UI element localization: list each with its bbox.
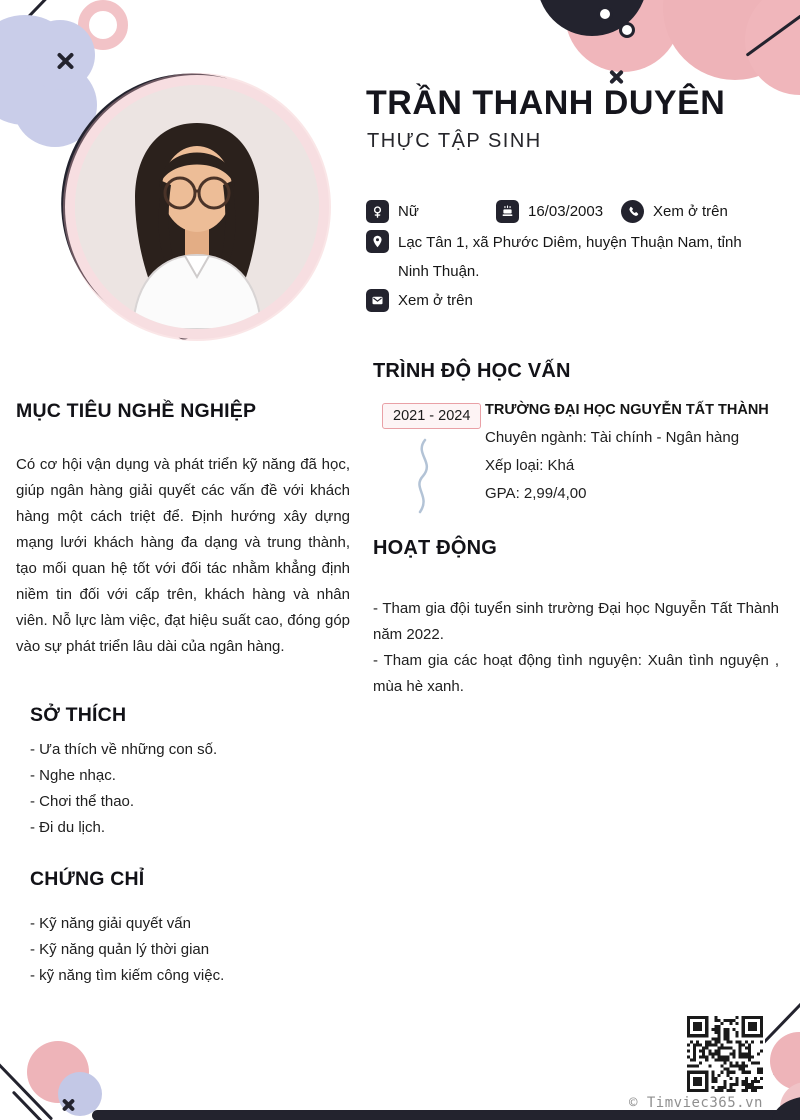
education-period-badge: 2021 - 2024 (382, 403, 481, 429)
job-title: THỰC TẬP SINH (367, 130, 542, 152)
hobby-item: - Chơi thể thao. (30, 793, 135, 810)
activity-item: - Tham gia các hoạt động tình nguyện: Xuân tình nguyện , mùa hè xanh. (373, 652, 779, 695)
profile-photo (75, 85, 319, 329)
small-circle-decor (597, 6, 613, 22)
section-heading-activities: HOẠT ĐỘNG (373, 537, 498, 559)
certificate-item: - Kỹ năng giải quyết vấn (30, 915, 191, 932)
hobbies-list (30, 737, 217, 841)
avatar-illustration (75, 85, 319, 329)
birthday-cake-icon (496, 200, 519, 223)
section-heading-objective: MỤC TIÊU NGHỀ NGHIỆP (16, 400, 257, 422)
candidate-name: TRẦN THANH DUYÊN (366, 84, 726, 122)
email-icon (366, 289, 389, 312)
section-heading-certificates: CHỨNG CHỈ (30, 868, 145, 890)
objective-text: Có cơ hội vận dụng và phát triển kỹ năng đã học, giúp ngân hàng giải quyết các vấn đề với khách hàng một cách triệt để. Định hướng xây dựng mạng lưới khách hàng đa dạng và trung thành, tạo mối quan hệ tốt với đối tác nhằm khẳng định niềm tin đối với cấp trên, khách hàng và nhân viên. Nỗ lực làm việc, đạt hiệu suất cao, đóng góp vào sự phát triển lâu dài của ngân hàng. (16, 456, 350, 655)
contact-gender (366, 200, 419, 223)
hobby-item: - Ưa thích về những con số. (30, 741, 218, 758)
contact-phone (621, 200, 728, 223)
cross-mark-decor (608, 68, 625, 85)
email-value: Xem ở trên (398, 292, 473, 309)
birthday-value: 16/03/2003 (528, 203, 604, 220)
location-pin-icon (366, 230, 389, 253)
certificates-list (30, 911, 224, 989)
gender-icon (366, 200, 389, 223)
timeline-squiggle-decor (410, 438, 438, 516)
cross-mark-decor (55, 50, 76, 71)
activities-list (373, 596, 779, 700)
small-circle-decor (619, 22, 635, 38)
address-value: Lạc Tân 1, xã Phước Diêm, huyện Thuận Nam, tỉnh Ninh Thuận. (398, 234, 742, 280)
contact-address (366, 230, 770, 286)
contact-birthday (496, 200, 603, 223)
certificate-item: - Kỹ năng quản lý thời gian (30, 941, 210, 958)
activity-item: - Tham gia đội tuyển sinh trường Đại học Nguyễn Tất Thành năm 2022. (373, 600, 779, 643)
watermark-text: © Timviec365.vn (629, 1095, 763, 1111)
education-details (485, 424, 739, 508)
qr-code (685, 1014, 765, 1094)
contact-email (366, 289, 473, 312)
cross-mark-decor (61, 1097, 76, 1112)
phone-icon (621, 200, 644, 223)
hobby-item: - Nghe nhạc. (30, 767, 116, 784)
phone-value: Xem ở trên (653, 203, 728, 220)
section-heading-hobbies: SỞ THÍCH (30, 704, 127, 726)
hobby-item: - Đi du lịch. (30, 819, 106, 836)
bottom-bar-decor (92, 1110, 800, 1120)
certificate-item: - kỹ năng tìm kiếm công việc. (30, 967, 225, 984)
section-heading-education: TRÌNH ĐỘ HỌC VẤN (373, 360, 571, 382)
education-gpa: GPA: 2,99/4,00 (485, 485, 587, 502)
education-rank: Xếp loại: Khá (485, 457, 575, 474)
education-school-name: TRƯỜNG ĐẠI HỌC NGUYỄN TẤT THÀNH (485, 402, 769, 418)
pink-circle-decor (770, 1032, 800, 1090)
gender-value: Nữ (398, 203, 419, 220)
education-major: Chuyên ngành: Tài chính - Ngân hàng (485, 429, 740, 446)
